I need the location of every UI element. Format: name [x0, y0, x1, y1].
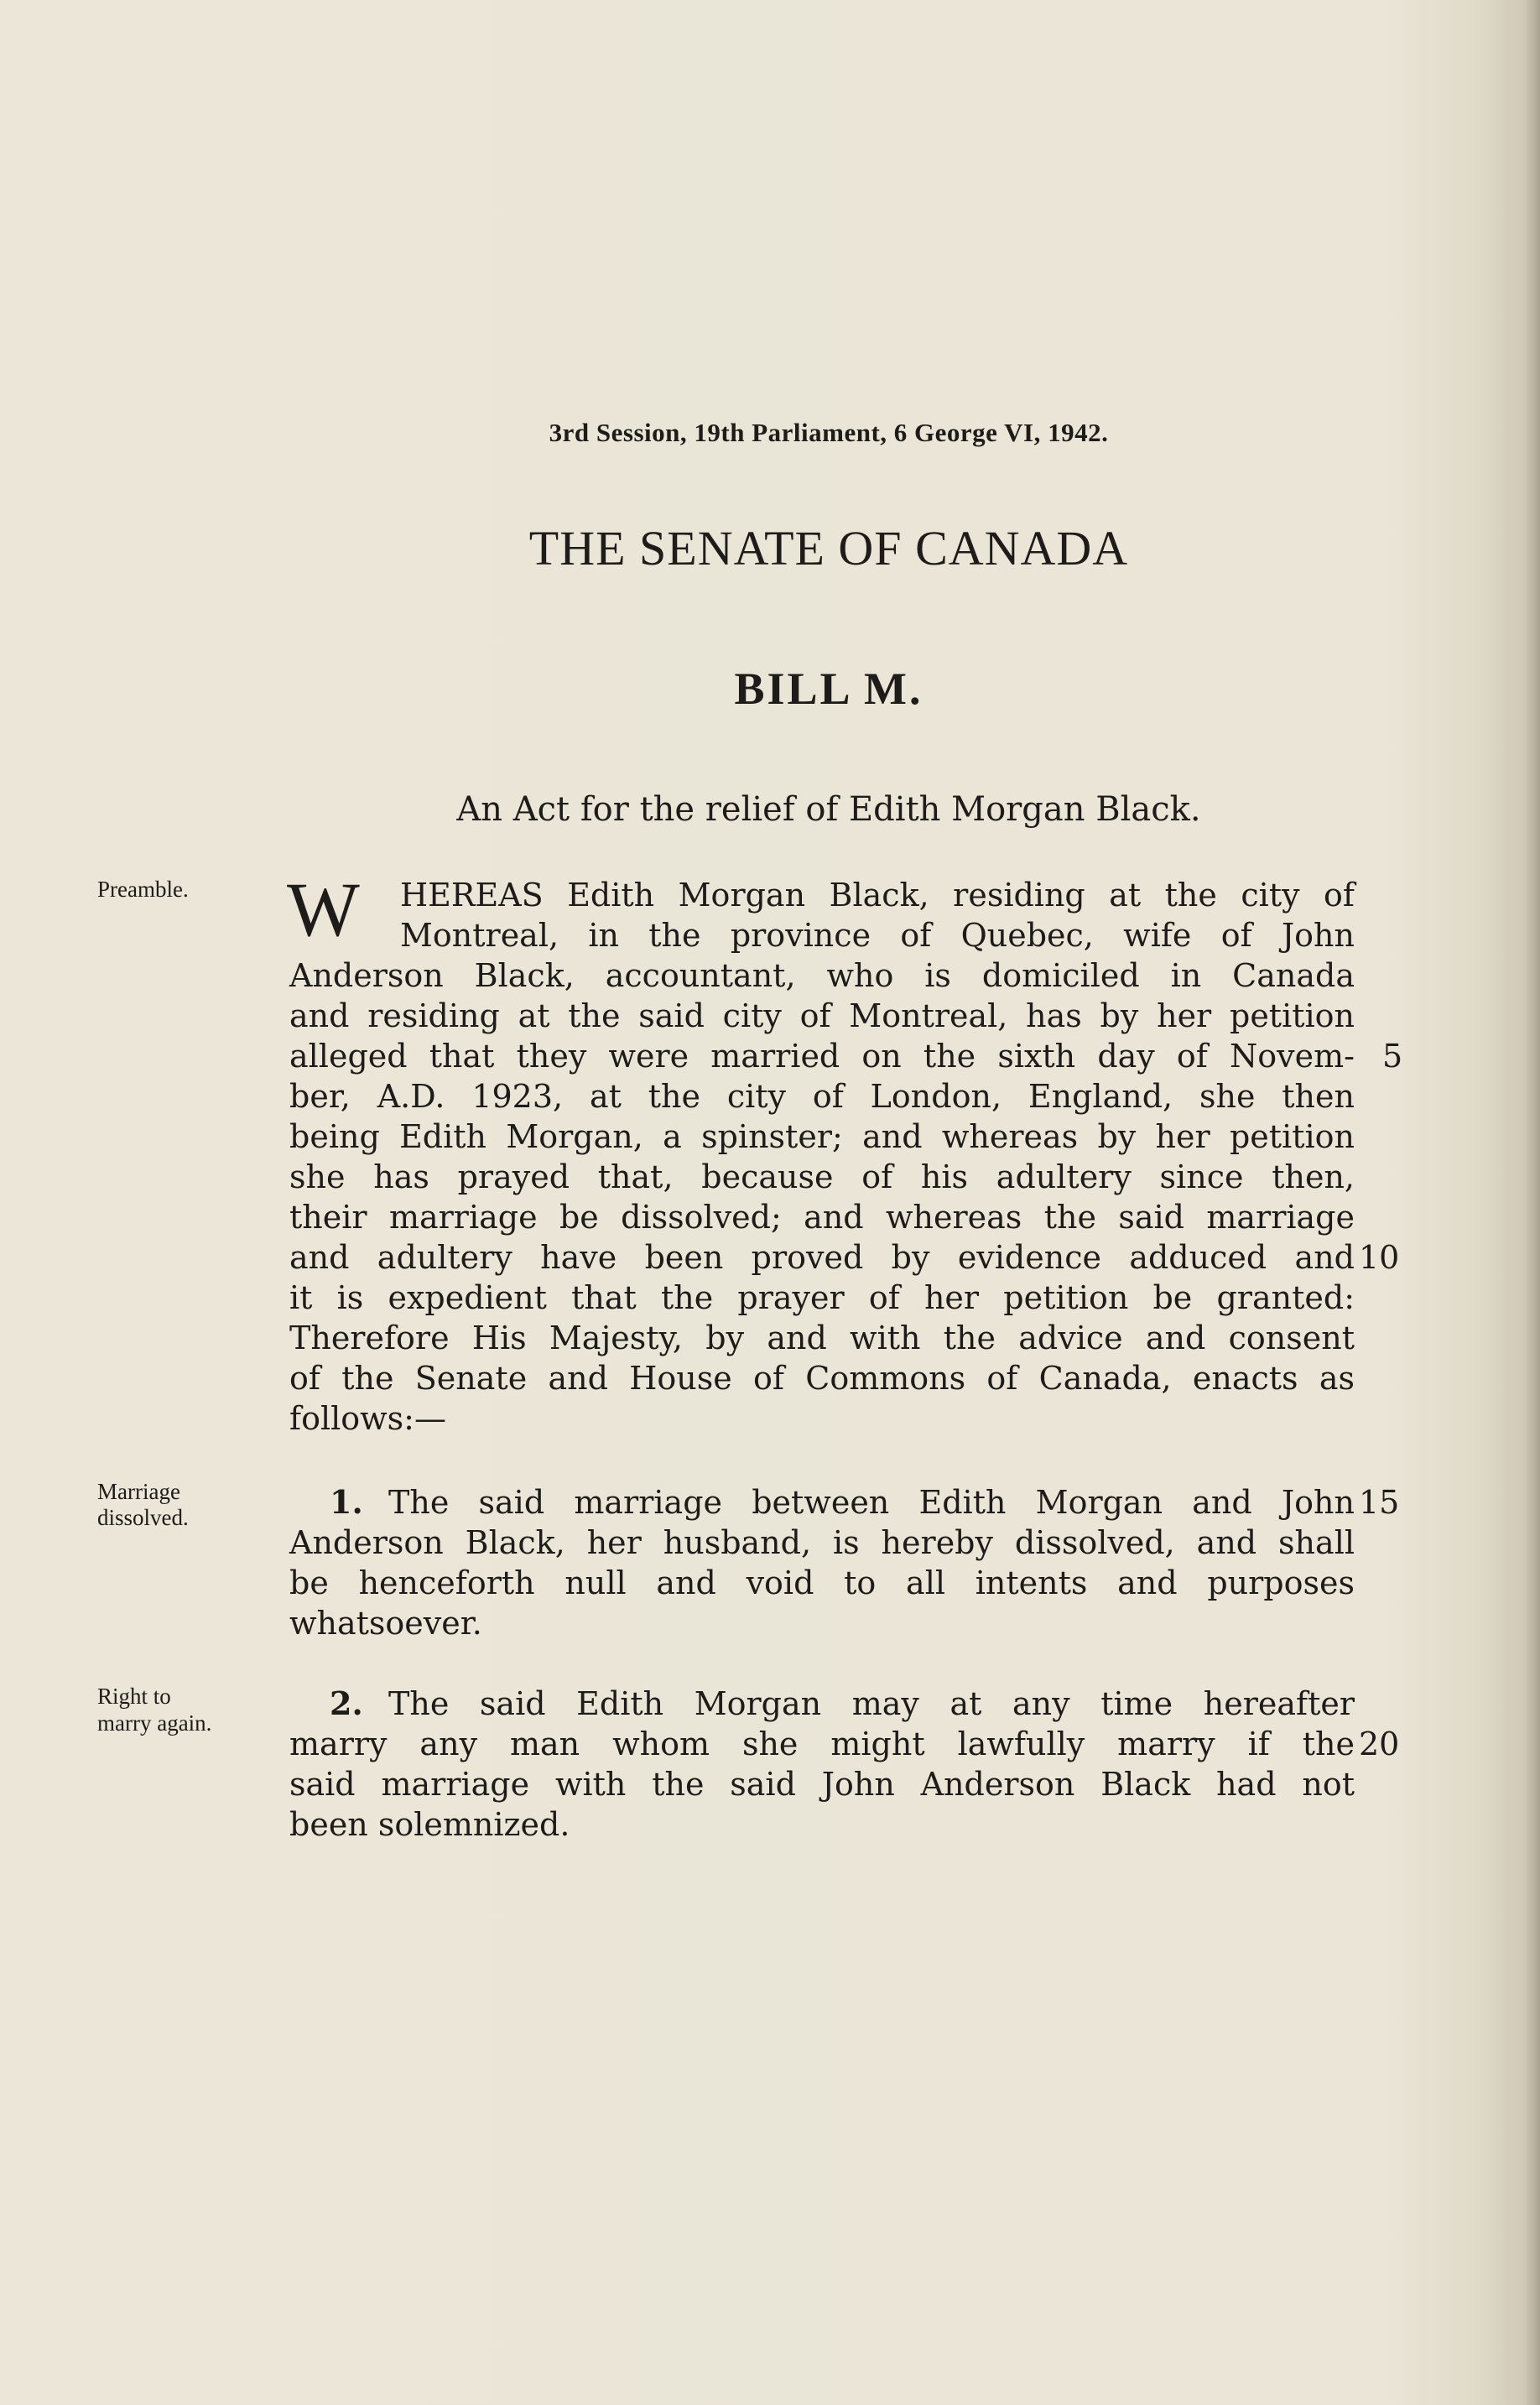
chamber-heading: THE SENATE OF CANADA: [528, 521, 1129, 575]
preamble-line: and residing at the said city of Montreal, has by her petition: [289, 997, 1355, 1034]
line-number: 5: [1382, 1038, 1403, 1075]
section1-line: be henceforth null and void to all intents and purposes: [289, 1564, 1355, 1601]
section2-line: said marriage with the said John Anderson Black had not: [289, 1766, 1355, 1803]
preamble-line: HEREAS Edith Morgan Black, residing at the city of: [400, 877, 1355, 914]
preamble-line: their marriage be dissolved; and whereas the said marriage: [289, 1199, 1355, 1236]
drop-cap: W: [287, 867, 360, 952]
section1-line: Anderson Black, her husband, is hereby dissolved, and shall: [289, 1524, 1355, 1561]
act-title: An Act for the relief of Edith Morgan Black.: [456, 790, 1201, 829]
margin-note-marriage: Marriage: [97, 1479, 180, 1504]
preamble-line: alleged that they were married on the sixth day of Novem-: [289, 1038, 1355, 1075]
preamble-line: it is expedient that the prayer of her petition be granted:: [289, 1279, 1355, 1316]
preamble-line: Anderson Black, accountant, who is domiciled in Canada: [289, 957, 1355, 994]
preamble-line: she has prayed that, because of his adultery since then,: [289, 1158, 1355, 1195]
preamble-line: and adultery have been proved by evidence adduced and: [289, 1239, 1355, 1276]
line-number: 10: [1359, 1239, 1400, 1276]
preamble-line: Therefore His Majesty, by and with the advice and consent: [289, 1320, 1355, 1356]
margin-note-marry-again: marry again.: [97, 1710, 212, 1736]
section-number: 2.: [330, 1684, 363, 1722]
section2-line: been solemnized.: [289, 1806, 570, 1843]
section1-line: whatsoever.: [289, 1605, 482, 1642]
preamble-line: ber, A.D. 1923, at the city of London, England, she then: [289, 1078, 1355, 1115]
line-number: 20: [1359, 1726, 1400, 1762]
section1-line: The said marriage between Edith Morgan and John: [388, 1484, 1355, 1521]
section-number: 1.: [330, 1483, 363, 1521]
preamble-line: Montreal, in the province of Quebec, wife of John: [400, 917, 1355, 954]
section2-line: The said Edith Morgan may at any time hereafter: [388, 1685, 1355, 1722]
bill-title: BILL M.: [734, 664, 923, 714]
preamble-line: of the Senate and House of Commons of Canada, enacts as: [289, 1360, 1355, 1397]
margin-note-right-to: Right to: [97, 1684, 171, 1709]
preamble-line: follows:—: [289, 1400, 446, 1437]
section2-line: marry any man whom she might lawfully marry if the: [289, 1726, 1355, 1762]
session-line: 3rd Session, 19th Parliament, 6 George VI, 1942.: [549, 418, 1109, 447]
margin-note-preamble: Preamble.: [97, 877, 189, 902]
line-number: 15: [1359, 1484, 1400, 1521]
preamble-line: being Edith Morgan, a spinster; and whereas by her petition: [289, 1118, 1355, 1155]
margin-note-dissolved: dissolved.: [97, 1505, 189, 1530]
